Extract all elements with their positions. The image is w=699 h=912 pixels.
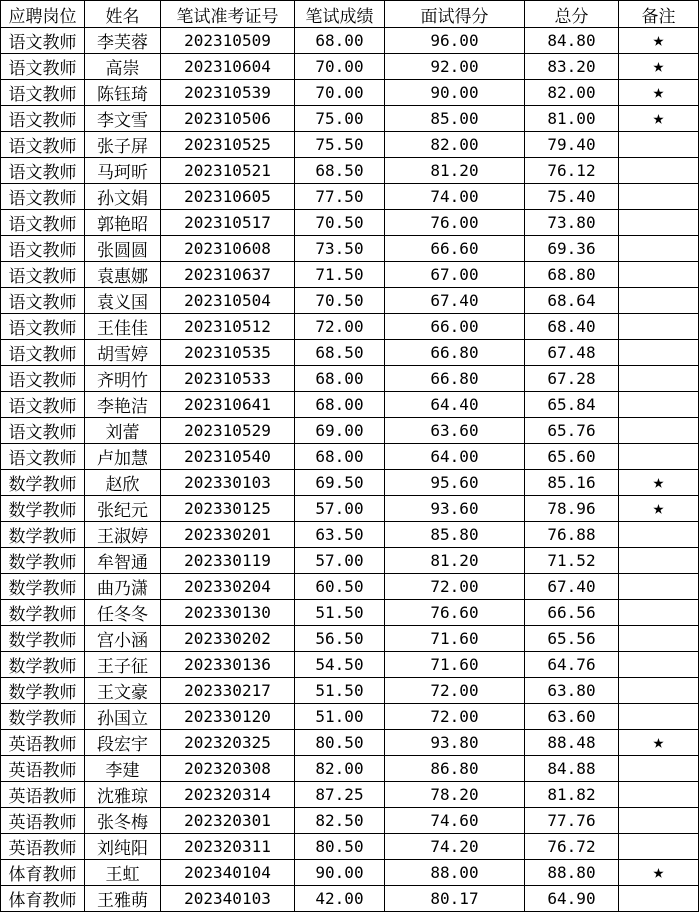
- table-row: [1, 392, 699, 418]
- cell-total-score: 78.96: [525, 496, 619, 522]
- cell-position: 语文教师: [1, 210, 85, 236]
- cell-note: [619, 314, 699, 340]
- cell-position: 数学教师: [1, 652, 85, 678]
- cell-interview-score: 76.60: [385, 600, 525, 626]
- cell-exam-id: 202310521: [161, 158, 295, 184]
- cell-position: 语文教师: [1, 236, 85, 262]
- cell-name: 孙文娟: [85, 184, 161, 210]
- header-note: 备注: [619, 1, 699, 28]
- table-row: [1, 444, 699, 470]
- cell-total-score: 67.48: [525, 340, 619, 366]
- cell-written-score: 80.50: [295, 730, 385, 756]
- cell-exam-id: 202330217: [161, 678, 295, 704]
- table-row: [1, 288, 699, 314]
- cell-position: 数学教师: [1, 470, 85, 496]
- cell-interview-score: 67.40: [385, 288, 525, 314]
- cell-position: 英语教师: [1, 834, 85, 860]
- table-row: [1, 184, 699, 210]
- cell-interview-score: 76.00: [385, 210, 525, 236]
- cell-exam-id: 202310512: [161, 314, 295, 340]
- table-row: [1, 132, 699, 158]
- cell-interview-score: 85.00: [385, 106, 525, 132]
- table-row: [1, 886, 699, 912]
- cell-name: 王文豪: [85, 678, 161, 704]
- cell-written-score: 71.50: [295, 262, 385, 288]
- cell-exam-id: 202310533: [161, 366, 295, 392]
- cell-written-score: 72.00: [295, 314, 385, 340]
- cell-name: 马珂昕: [85, 158, 161, 184]
- cell-name: 李芙蓉: [85, 28, 161, 54]
- star-icon: ★: [619, 860, 699, 886]
- cell-note: [619, 236, 699, 262]
- cell-position: 数学教师: [1, 548, 85, 574]
- cell-position: 语文教师: [1, 158, 85, 184]
- cell-name: 宫小涵: [85, 626, 161, 652]
- cell-name: 刘蕾: [85, 418, 161, 444]
- cell-total-score: 63.80: [525, 678, 619, 704]
- cell-interview-score: 90.00: [385, 80, 525, 106]
- header-total-score: 总分: [525, 1, 619, 28]
- cell-written-score: 68.50: [295, 158, 385, 184]
- table-row: [1, 730, 699, 756]
- cell-name: 牟智通: [85, 548, 161, 574]
- cell-interview-score: 92.00: [385, 54, 525, 80]
- cell-note: [619, 522, 699, 548]
- cell-name: 任冬冬: [85, 600, 161, 626]
- table-row: [1, 522, 699, 548]
- cell-note: [619, 444, 699, 470]
- cell-note: [619, 678, 699, 704]
- cell-total-score: 65.56: [525, 626, 619, 652]
- cell-position: 语文教师: [1, 418, 85, 444]
- cell-name: 李艳洁: [85, 392, 161, 418]
- cell-position: 数学教师: [1, 496, 85, 522]
- cell-name: 郭艳昭: [85, 210, 161, 236]
- table-row: [1, 366, 699, 392]
- cell-exam-id: 202310525: [161, 132, 295, 158]
- cell-note: [619, 652, 699, 678]
- table-row: [1, 548, 699, 574]
- cell-name: 陈钰琦: [85, 80, 161, 106]
- cell-total-score: 88.80: [525, 860, 619, 886]
- table-row: [1, 496, 699, 522]
- cell-name: 王佳佳: [85, 314, 161, 340]
- cell-written-score: 90.00: [295, 860, 385, 886]
- cell-total-score: 76.12: [525, 158, 619, 184]
- star-icon: ★: [619, 730, 699, 756]
- cell-exam-id: 202320311: [161, 834, 295, 860]
- cell-exam-id: 202310604: [161, 54, 295, 80]
- cell-interview-score: 81.20: [385, 548, 525, 574]
- cell-total-score: 73.80: [525, 210, 619, 236]
- cell-name: 李文雪: [85, 106, 161, 132]
- cell-written-score: 68.00: [295, 444, 385, 470]
- cell-written-score: 68.00: [295, 28, 385, 54]
- cell-written-score: 87.25: [295, 782, 385, 808]
- cell-total-score: 71.52: [525, 548, 619, 574]
- cell-total-score: 68.40: [525, 314, 619, 340]
- cell-position: 数学教师: [1, 600, 85, 626]
- cell-written-score: 70.00: [295, 54, 385, 80]
- cell-name: 张纪元: [85, 496, 161, 522]
- cell-exam-id: 202320301: [161, 808, 295, 834]
- cell-name: 齐明竹: [85, 366, 161, 392]
- cell-note: [619, 340, 699, 366]
- cell-written-score: 51.50: [295, 600, 385, 626]
- cell-exam-id: 202320325: [161, 730, 295, 756]
- cell-written-score: 70.50: [295, 288, 385, 314]
- cell-exam-id: 202310529: [161, 418, 295, 444]
- cell-total-score: 84.80: [525, 28, 619, 54]
- star-icon: ★: [619, 28, 699, 54]
- table-row: [1, 314, 699, 340]
- cell-position: 语文教师: [1, 340, 85, 366]
- cell-note: [619, 834, 699, 860]
- cell-written-score: 57.00: [295, 548, 385, 574]
- cell-total-score: 66.56: [525, 600, 619, 626]
- cell-exam-id: 202330103: [161, 470, 295, 496]
- cell-written-score: 63.50: [295, 522, 385, 548]
- cell-exam-id: 202330130: [161, 600, 295, 626]
- cell-name: 李建: [85, 756, 161, 782]
- cell-position: 语文教师: [1, 262, 85, 288]
- table-row: [1, 236, 699, 262]
- table-row: [1, 158, 699, 184]
- cell-interview-score: 67.00: [385, 262, 525, 288]
- cell-exam-id: 202310506: [161, 106, 295, 132]
- cell-note: [619, 548, 699, 574]
- cell-note: [619, 886, 699, 912]
- cell-name: 王雅萌: [85, 886, 161, 912]
- star-icon: ★: [619, 80, 699, 106]
- cell-note: [619, 288, 699, 314]
- table-row: [1, 626, 699, 652]
- cell-note: [619, 418, 699, 444]
- cell-position: 英语教师: [1, 730, 85, 756]
- cell-position: 语文教师: [1, 132, 85, 158]
- cell-interview-score: 64.00: [385, 444, 525, 470]
- cell-written-score: 69.00: [295, 418, 385, 444]
- cell-note: [619, 210, 699, 236]
- cell-written-score: 75.00: [295, 106, 385, 132]
- cell-total-score: 65.84: [525, 392, 619, 418]
- cell-interview-score: 72.00: [385, 704, 525, 730]
- cell-written-score: 68.50: [295, 340, 385, 366]
- cell-name: 孙国立: [85, 704, 161, 730]
- cell-total-score: 64.76: [525, 652, 619, 678]
- cell-name: 卢加慧: [85, 444, 161, 470]
- cell-interview-score: 81.20: [385, 158, 525, 184]
- table-row: [1, 704, 699, 730]
- cell-name: 王虹: [85, 860, 161, 886]
- table-row: [1, 418, 699, 444]
- table-row: [1, 652, 699, 678]
- cell-total-score: 84.88: [525, 756, 619, 782]
- table-row: [1, 210, 699, 236]
- cell-note: [619, 184, 699, 210]
- table-row: [1, 54, 699, 80]
- table-row: [1, 782, 699, 808]
- cell-written-score: 68.00: [295, 366, 385, 392]
- cell-written-score: 56.50: [295, 626, 385, 652]
- cell-name: 高崇: [85, 54, 161, 80]
- cell-written-score: 68.00: [295, 392, 385, 418]
- cell-written-score: 54.50: [295, 652, 385, 678]
- cell-position: 语文教师: [1, 314, 85, 340]
- cell-name: 张圆圆: [85, 236, 161, 262]
- cell-total-score: 64.90: [525, 886, 619, 912]
- cell-exam-id: 202330201: [161, 522, 295, 548]
- cell-position: 语文教师: [1, 392, 85, 418]
- table-row: [1, 600, 699, 626]
- cell-written-score: 73.50: [295, 236, 385, 262]
- cell-position: 语文教师: [1, 28, 85, 54]
- cell-position: 数学教师: [1, 574, 85, 600]
- cell-interview-score: 78.20: [385, 782, 525, 808]
- cell-name: 赵欣: [85, 470, 161, 496]
- cell-interview-score: 63.60: [385, 418, 525, 444]
- cell-written-score: 77.50: [295, 184, 385, 210]
- header-written-score: 笔试成绩: [295, 1, 385, 28]
- cell-position: 英语教师: [1, 782, 85, 808]
- cell-position: 语文教师: [1, 80, 85, 106]
- table-row: [1, 80, 699, 106]
- table-row: [1, 860, 699, 886]
- cell-total-score: 65.60: [525, 444, 619, 470]
- cell-name: 张子屏: [85, 132, 161, 158]
- cell-position: 英语教师: [1, 756, 85, 782]
- cell-written-score: 60.50: [295, 574, 385, 600]
- cell-total-score: 68.80: [525, 262, 619, 288]
- cell-exam-id: 202310605: [161, 184, 295, 210]
- table-row: [1, 470, 699, 496]
- cell-written-score: 51.00: [295, 704, 385, 730]
- cell-interview-score: 71.60: [385, 626, 525, 652]
- cell-exam-id: 202310504: [161, 288, 295, 314]
- cell-written-score: 42.00: [295, 886, 385, 912]
- cell-interview-score: 74.60: [385, 808, 525, 834]
- cell-exam-id: 202310517: [161, 210, 295, 236]
- cell-exam-id: 202310539: [161, 80, 295, 106]
- cell-total-score: 88.48: [525, 730, 619, 756]
- cell-note: [619, 626, 699, 652]
- cell-total-score: 65.76: [525, 418, 619, 444]
- cell-interview-score: 93.80: [385, 730, 525, 756]
- cell-written-score: 57.00: [295, 496, 385, 522]
- star-icon: ★: [619, 54, 699, 80]
- cell-exam-id: 202310608: [161, 236, 295, 262]
- cell-position: 数学教师: [1, 626, 85, 652]
- cell-exam-id: 202310509: [161, 28, 295, 54]
- cell-name: 王子征: [85, 652, 161, 678]
- cell-note: [619, 366, 699, 392]
- cell-exam-id: 202320308: [161, 756, 295, 782]
- cell-exam-id: 202330204: [161, 574, 295, 600]
- cell-exam-id: 202330202: [161, 626, 295, 652]
- cell-total-score: 85.16: [525, 470, 619, 496]
- table-row: [1, 574, 699, 600]
- cell-name: 沈雅琼: [85, 782, 161, 808]
- cell-name: 王淑婷: [85, 522, 161, 548]
- cell-note: [619, 782, 699, 808]
- cell-total-score: 81.82: [525, 782, 619, 808]
- cell-total-score: 63.60: [525, 704, 619, 730]
- cell-exam-id: 202330125: [161, 496, 295, 522]
- cell-interview-score: 72.00: [385, 574, 525, 600]
- cell-total-score: 77.76: [525, 808, 619, 834]
- cell-name: 袁惠娜: [85, 262, 161, 288]
- cell-note: [619, 756, 699, 782]
- cell-exam-id: 202340104: [161, 860, 295, 886]
- cell-total-score: 67.28: [525, 366, 619, 392]
- cell-position: 英语教师: [1, 808, 85, 834]
- cell-exam-id: 202310637: [161, 262, 295, 288]
- header-name: 姓名: [85, 1, 161, 28]
- cell-interview-score: 66.60: [385, 236, 525, 262]
- cell-interview-score: 86.80: [385, 756, 525, 782]
- cell-interview-score: 96.00: [385, 28, 525, 54]
- cell-position: 语文教师: [1, 184, 85, 210]
- cell-total-score: 69.36: [525, 236, 619, 262]
- cell-position: 语文教师: [1, 288, 85, 314]
- cell-written-score: 70.00: [295, 80, 385, 106]
- star-icon: ★: [619, 496, 699, 522]
- cell-name: 曲乃潇: [85, 574, 161, 600]
- cell-exam-id: 202340103: [161, 886, 295, 912]
- cell-position: 语文教师: [1, 444, 85, 470]
- cell-exam-id: 202310540: [161, 444, 295, 470]
- cell-note: [619, 392, 699, 418]
- cell-written-score: 82.50: [295, 808, 385, 834]
- cell-note: [619, 132, 699, 158]
- cell-name: 刘纯阳: [85, 834, 161, 860]
- cell-total-score: 83.20: [525, 54, 619, 80]
- cell-total-score: 75.40: [525, 184, 619, 210]
- cell-interview-score: 66.80: [385, 340, 525, 366]
- cell-interview-score: 88.00: [385, 860, 525, 886]
- cell-total-score: 79.40: [525, 132, 619, 158]
- cell-exam-id: 202310641: [161, 392, 295, 418]
- header-interview-score: 面试得分: [385, 1, 525, 28]
- cell-written-score: 51.50: [295, 678, 385, 704]
- cell-position: 体育教师: [1, 886, 85, 912]
- table-row: [1, 756, 699, 782]
- table-body: [1, 28, 699, 912]
- cell-interview-score: 66.00: [385, 314, 525, 340]
- cell-exam-id: 202330120: [161, 704, 295, 730]
- cell-total-score: 81.00: [525, 106, 619, 132]
- cell-interview-score: 66.80: [385, 366, 525, 392]
- cell-position: 数学教师: [1, 704, 85, 730]
- cell-written-score: 82.00: [295, 756, 385, 782]
- table-row: [1, 678, 699, 704]
- cell-total-score: 67.40: [525, 574, 619, 600]
- cell-interview-score: 64.40: [385, 392, 525, 418]
- cell-name: 胡雪婷: [85, 340, 161, 366]
- cell-interview-score: 85.80: [385, 522, 525, 548]
- cell-name: 袁义国: [85, 288, 161, 314]
- cell-interview-score: 71.60: [385, 652, 525, 678]
- header-position: 应聘岗位: [1, 1, 85, 28]
- cell-note: [619, 600, 699, 626]
- cell-interview-score: 80.17: [385, 886, 525, 912]
- cell-exam-id: 202330119: [161, 548, 295, 574]
- table-row: [1, 28, 699, 54]
- star-icon: ★: [619, 106, 699, 132]
- cell-position: 语文教师: [1, 366, 85, 392]
- cell-interview-score: 72.00: [385, 678, 525, 704]
- cell-exam-id: 202310535: [161, 340, 295, 366]
- cell-total-score: 76.72: [525, 834, 619, 860]
- cell-name: 段宏宇: [85, 730, 161, 756]
- cell-exam-id: 202320314: [161, 782, 295, 808]
- cell-note: [619, 158, 699, 184]
- cell-written-score: 80.50: [295, 834, 385, 860]
- cell-note: [619, 704, 699, 730]
- cell-interview-score: 74.00: [385, 184, 525, 210]
- cell-written-score: 70.50: [295, 210, 385, 236]
- cell-interview-score: 82.00: [385, 132, 525, 158]
- cell-position: 体育教师: [1, 860, 85, 886]
- cell-interview-score: 95.60: [385, 470, 525, 496]
- cell-note: [619, 574, 699, 600]
- cell-total-score: 82.00: [525, 80, 619, 106]
- cell-total-score: 76.88: [525, 522, 619, 548]
- table-row: [1, 262, 699, 288]
- cell-note: [619, 808, 699, 834]
- cell-interview-score: 74.20: [385, 834, 525, 860]
- cell-position: 语文教师: [1, 54, 85, 80]
- cell-total-score: 68.64: [525, 288, 619, 314]
- table-row: [1, 340, 699, 366]
- cell-written-score: 69.50: [295, 470, 385, 496]
- star-icon: ★: [619, 470, 699, 496]
- header-row: [1, 1, 699, 28]
- cell-name: 张冬梅: [85, 808, 161, 834]
- header-exam-id: 笔试准考证号: [161, 1, 295, 28]
- cell-note: [619, 262, 699, 288]
- cell-position: 数学教师: [1, 678, 85, 704]
- cell-position: 数学教师: [1, 522, 85, 548]
- table-row: [1, 834, 699, 860]
- cell-position: 语文教师: [1, 106, 85, 132]
- table-row: [1, 808, 699, 834]
- table-row: [1, 106, 699, 132]
- cell-exam-id: 202330136: [161, 652, 295, 678]
- cell-written-score: 75.50: [295, 132, 385, 158]
- cell-interview-score: 93.60: [385, 496, 525, 522]
